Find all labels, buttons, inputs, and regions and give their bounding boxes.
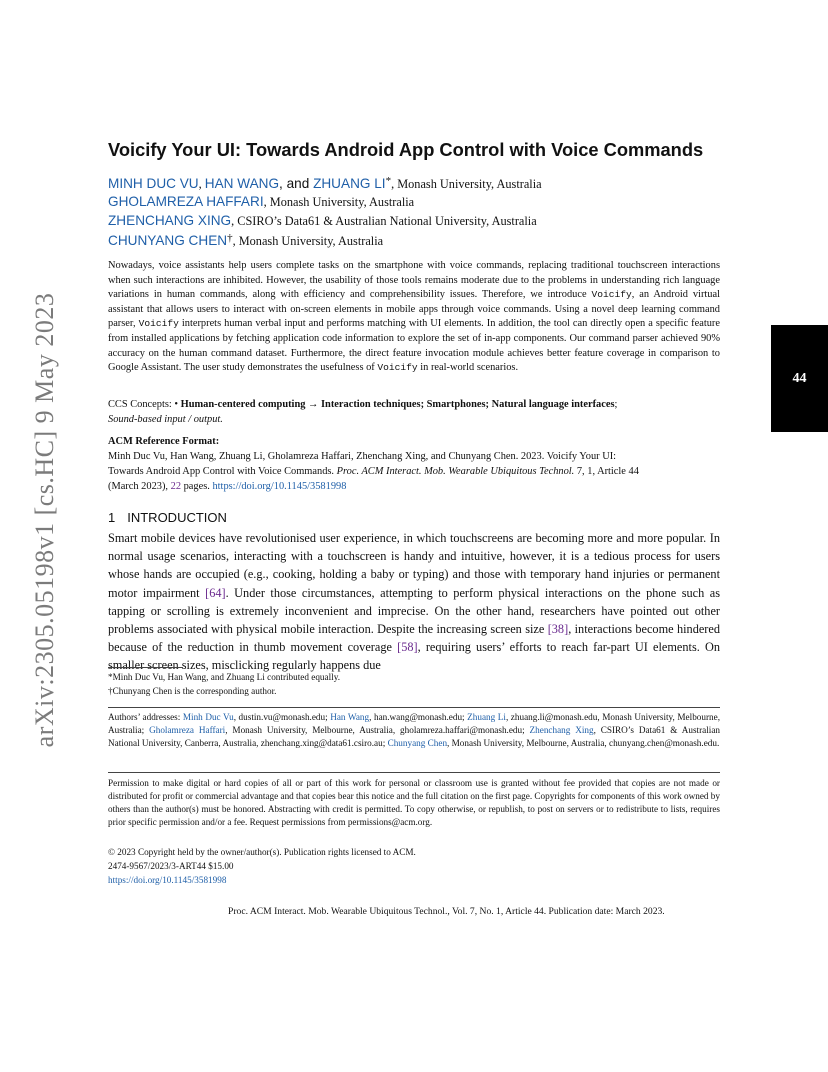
address-text: , Monash University, Melbourne, Australia, chunyang.chen@monash.edu. — [447, 738, 720, 748]
corresponding-author-mark: † — [227, 232, 233, 244]
footnote-equal-contribution: *Minh Duc Vu, Han Wang, and Zhuang Li contributed equally. — [108, 672, 341, 682]
acm-reference-heading: ACM Reference Format: — [108, 436, 220, 447]
arxiv-id-text: arXiv:2305.05198v1 [cs.HC] 9 May 2023 — [30, 292, 59, 748]
ccs-punct: ; — [614, 399, 618, 410]
author-name[interactable]: GHOLAMREZA HAFFARI — [108, 194, 264, 209]
author-name[interactable]: ZHENCHANG XING — [108, 213, 232, 228]
body-text: , requiring users’ efforts to reach far-part UI elements. On smaller screen sizes, misclicking regularly happens due — [108, 640, 720, 673]
tool-name: Voicify — [377, 362, 418, 374]
affiliation: , Monash University, Australia — [232, 234, 384, 248]
page-count-link[interactable]: 22 — [170, 481, 182, 492]
abstract-text: interprets human verbal input and performs matching with UI elements. In addition, the tool can directly open a specific feature from installed applications by fetching application code information to explore the set of in-app components. Our command parser achieved 90% accuracy on the human command dataset. Furthermore, the direct feature invocation module achieves better feature coverage in comparison to Google Assistant. The user study demonstrates the usefulness of — [108, 318, 720, 374]
ccs-label: CCS Concepts: • — [108, 399, 181, 410]
author-line-4 — [108, 232, 383, 249]
abstract — [108, 259, 720, 376]
issn-line: 2474-9567/2023/3-ART44 $15.00 — [108, 861, 234, 871]
abstract-text: in real-world scenarios. — [417, 362, 519, 374]
abstract-text: , an Android virtual assistant that allows users to interact with on-screen elements in mobile apps through voice commands. Using a novel deep learning command parser, — [108, 289, 720, 330]
authors-addresses — [108, 711, 720, 750]
body-text: . Under those circumstances, attempting to perform physical interactions on the phone such as tapping or scrolling is extremely inconvenient and imprecise. On the other hand, researchers have pointed out other problems associated with physical mobile interaction. Despite the increasing screen size — [108, 585, 720, 637]
arxiv-identifier — [20, 270, 70, 770]
reference-text: 7, 1, Article 44 — [574, 466, 639, 477]
author-link[interactable]: Han Wang — [330, 712, 370, 722]
page-footer: Proc. ACM Interact. Mob. Wearable Ubiquitous Technol., Vol. 7, No. 1, Article 44. Publication date: March 2023. — [228, 906, 665, 917]
affiliation: , Monash University, Australia — [263, 195, 415, 209]
footnote-rule — [108, 667, 183, 668]
author-link[interactable]: Zhuang Li — [467, 712, 506, 722]
separator: , and — [279, 176, 314, 191]
author-name[interactable]: HAN WANG — [204, 176, 280, 191]
section-heading — [108, 510, 227, 525]
author-link[interactable]: Chunyang Chen — [387, 738, 448, 748]
tool-name: Voicify — [138, 318, 179, 330]
address-text: , CSIRO’s Data61 & Australian National University, Canberra, Australia, zhenchang.xing@data61.csiro.au; — [108, 725, 720, 748]
acm-reference-line-1: Minh Duc Vu, Han Wang, Zhuang Li, Gholamreza Haffari, Zhenchang Xing, and Chunyang Chen. 2023. Voicify Your UI: — [108, 451, 617, 462]
body-text: , interactions become hindered because of the reduction in thumb movement coverage — [108, 622, 721, 655]
introduction-body — [108, 529, 720, 675]
ccs-terms: Human-centered computing → Interaction techniques; Smartphones; Natural language interfaces — [180, 399, 615, 410]
author-name[interactable]: ZHUANG LI — [313, 176, 386, 191]
reference-text: Towards Android App Control with Voice Commands. — [108, 466, 337, 477]
abstract-text: Nowadays, voice assistants help users complete tasks on the smartphone with voice commands, replacing traditional touchscreen interactions when such interactions are inhibited. However, the usability of those tools remains moderate due to the problems in understanding rich language variations in human commands, along with efficiency and comprehensibility issues. Therefore, we introduce — [108, 260, 720, 301]
ccs-concepts-line-2: Sound-based input / output. — [108, 414, 223, 425]
divider — [108, 707, 720, 708]
copyright-line: © 2023 Copyright held by the owner/author(s). Publication rights licensed to ACM. — [108, 847, 416, 857]
separator: , — [198, 177, 205, 191]
author-link[interactable]: Gholamreza Haffari — [149, 725, 226, 735]
permission-notice: Permission to make digital or hard copies of all or part of this work for personal or classroom use is granted without fee provided that copies are not made or distributed for profit or commercial advantage and that copies bear this notice and the full citation on the first page. Copyrights for components of this work owned by others than the author(s) must be honored. Abstracting with credit is permitted. To copy otherwise, or republish, to post on servers or to redistribute to lists, requires prior specific permission and/or a fee. Request permissions from permissions@acm.org. — [108, 778, 720, 827]
address-text: , zhuang.li@monash.edu, Monash University, Melbourne, Australia; — [108, 712, 721, 735]
author-line-1 — [108, 175, 542, 192]
doi-link[interactable]: https://doi.org/10.1145/3581998 — [212, 481, 347, 492]
body-text: Smart mobile devices have revolutionised user experience, in which touchscreens are becoming more and more popular. In normal usage scenarios, interacting with a touchscreen is handy and intuitive, however, it is a tedious process for users whose hands are occupied (e.g., cooking, holding a baby or typing) and those with temporary hand injuries or permanent motor impairment — [108, 531, 720, 600]
divider — [108, 772, 720, 773]
author-link[interactable]: Minh Duc Vu — [182, 712, 234, 722]
reference-text: pages. — [181, 481, 213, 492]
article-number: 44 — [792, 371, 807, 386]
reference-text: (March 2023), — [108, 481, 171, 492]
ccs-concepts — [108, 398, 617, 413]
author-link[interactable]: Zhenchang Xing — [529, 725, 594, 735]
address-text: , dustin.vu@monash.edu; — [233, 712, 331, 722]
section-number: 1 — [108, 510, 116, 525]
article-number-tab — [771, 325, 828, 432]
acm-reference-line-2 — [108, 465, 639, 480]
author-line-2 — [108, 194, 414, 210]
journal-name: Proc. ACM Interact. Mob. Wearable Ubiquitous Technol. — [336, 466, 575, 477]
citation-link[interactable]: [58] — [397, 640, 418, 655]
citation-link[interactable]: [64] — [205, 585, 226, 600]
affiliation: , CSIRO’s Data61 & Australian National University, Australia — [231, 214, 537, 228]
acm-reference-line-3 — [108, 480, 346, 495]
permission-doi-link[interactable]: https://doi.org/10.1145/3581998 — [108, 875, 227, 885]
section-title: INTRODUCTION — [127, 510, 227, 525]
footnote-corresponding-author: †Chunyang Chen is the corresponding author. — [108, 686, 277, 696]
author-name[interactable]: CHUNYANG CHEN — [108, 233, 228, 248]
address-text: , Monash University, Melbourne, Australia, gholamreza.haffari@monash.edu; — [225, 725, 530, 735]
address-text: Authors’ addresses: — [108, 712, 183, 722]
citation-link[interactable]: [38] — [547, 622, 569, 637]
tool-name: Voicify — [591, 289, 632, 301]
author-name[interactable]: MINH DUC VU — [108, 176, 199, 191]
address-text: , han.wang@monash.edu; — [369, 712, 468, 722]
affiliation: , Monash University, Australia — [391, 177, 542, 191]
equal-contribution-mark: * — [385, 175, 392, 187]
author-line-3 — [108, 213, 537, 229]
paper-title: Voicify Your UI: Towards Android App Control with Voice Commands — [108, 139, 704, 160]
